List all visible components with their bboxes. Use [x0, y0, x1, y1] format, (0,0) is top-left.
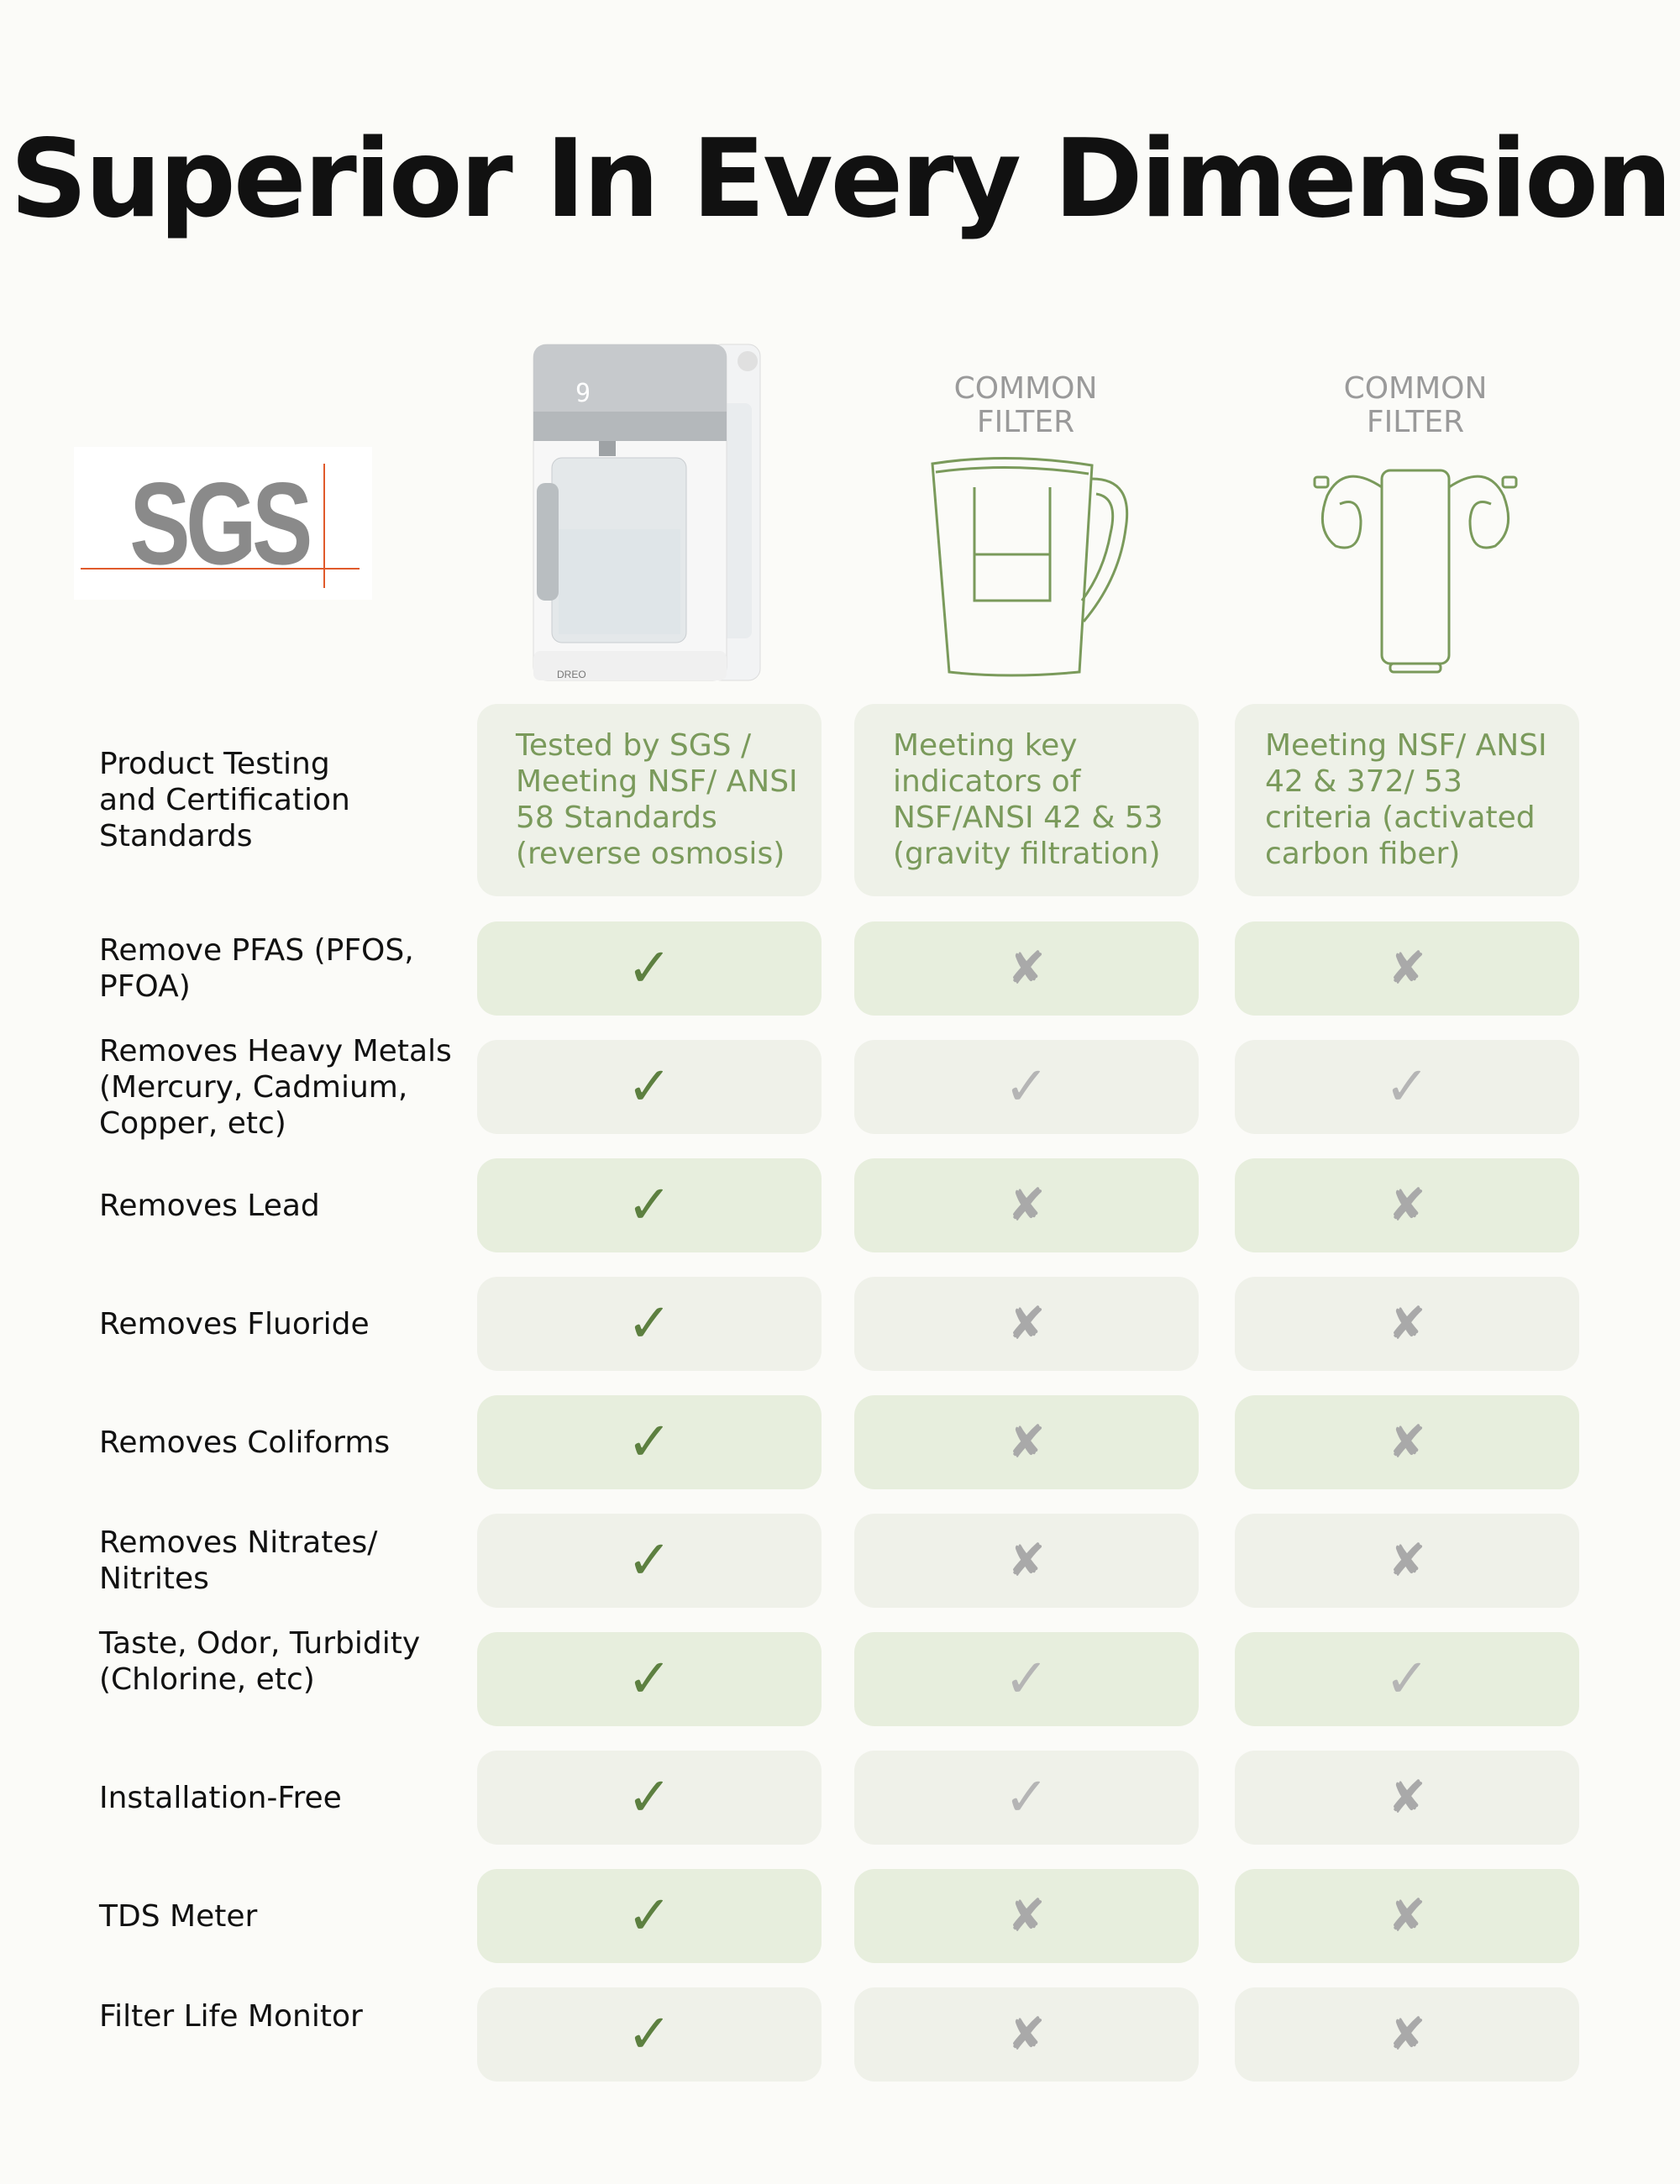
comparison-cell: [1235, 1869, 1579, 1963]
comparison-cell: [477, 1751, 822, 1845]
comparison-cell: [854, 1395, 1199, 1489]
comparison-cell: [477, 1987, 822, 2082]
row-label: Removes Lead: [99, 1188, 320, 1223]
row-label: Taste, Odor, Turbidity (Chlorine, etc): [99, 1625, 421, 1697]
check-light-icon: ✓: [1004, 1648, 1049, 1710]
comparison-cell: [1235, 1751, 1579, 1845]
comparison-cell: [477, 1869, 822, 1963]
row-label: Removes Heavy Metals (Mercury, Cadmium, Copper, etc): [99, 1033, 452, 1141]
cross-icon: ✘: [1007, 1297, 1046, 1350]
comparison-cell: [1235, 1277, 1579, 1371]
display-digit: 9: [575, 379, 591, 408]
svg-text:SGS: SGS: [129, 459, 308, 590]
cross-icon: ✘: [1388, 2008, 1426, 2061]
check-light-icon: ✓: [1384, 1648, 1430, 1710]
comparison-cell: [477, 1514, 822, 1608]
column-header-undersink: [1243, 372, 1588, 439]
check-icon: ✓: [627, 1648, 672, 1710]
comparison-cell: [854, 1158, 1199, 1252]
row-label: Remove PFAS (PFOS, PFOA): [99, 933, 414, 1004]
check-icon: ✓: [627, 1767, 672, 1829]
column-header-pitcher: [853, 372, 1198, 439]
cross-icon: ✘: [1388, 942, 1426, 995]
column-header-line2: FILTER: [1366, 405, 1465, 439]
pitcher-filter-icon: [924, 454, 1134, 680]
cross-icon: ✘: [1007, 942, 1046, 995]
cross-icon: ✘: [1007, 1415, 1046, 1468]
cross-icon: ✘: [1388, 1179, 1426, 1231]
row-label: Filter Life Monitor: [99, 1999, 363, 2034]
cross-icon: ✘: [1388, 1534, 1426, 1587]
cross-icon: ✘: [1007, 1179, 1046, 1231]
check-icon: ✓: [627, 1885, 672, 1947]
row-label: Removes Fluoride: [99, 1306, 370, 1341]
comparison-cell: [1235, 1514, 1579, 1608]
row-label: Installation-Free: [99, 1780, 342, 1815]
svg-text:DREO: DREO: [557, 669, 586, 680]
column-header-line2: FILTER: [976, 405, 1075, 439]
cross-icon: ✘: [1007, 1534, 1046, 1587]
check-light-icon: ✓: [1004, 1056, 1049, 1118]
comparison-cell: [854, 1632, 1199, 1726]
comparison-cell: [854, 1869, 1199, 1963]
cert-cell-dreo: Tested by SGS / Meeting NSF/ ANSI 58 Standards (reverse osmosis): [477, 704, 822, 896]
cert-cell-undersink: Meeting NSF/ ANSI 42 & 372/ 53 criteria (activated carbon fiber): [1235, 704, 1579, 896]
check-light-icon: ✓: [1004, 1767, 1049, 1829]
comparison-cell: [854, 1514, 1199, 1608]
comparison-cell: [477, 1040, 822, 1134]
comparison-cell: [1235, 921, 1579, 1016]
comparison-cell: [477, 921, 822, 1016]
comparison-cell: [477, 1395, 822, 1489]
row-label: Removes Coliforms: [99, 1425, 391, 1460]
cross-icon: ✘: [1007, 2008, 1046, 2061]
row-label: Removes Nitrates/ Nitrites: [99, 1525, 378, 1596]
check-icon: ✓: [627, 1411, 672, 1473]
comparison-cell: [854, 1987, 1199, 2082]
cross-icon: ✘: [1388, 1771, 1426, 1824]
check-light-icon: ✓: [1384, 1056, 1430, 1118]
comparison-cell: [1235, 1987, 1579, 2082]
comparison-cell: [1235, 1040, 1579, 1134]
comparison-cell: [1235, 1632, 1579, 1726]
sgs-logo: [74, 447, 372, 600]
cross-icon: ✘: [1388, 1297, 1426, 1350]
check-icon: ✓: [627, 1056, 672, 1118]
under-sink-filter-icon: [1310, 462, 1520, 680]
check-icon: ✓: [627, 937, 672, 1000]
comparison-cell: [854, 1277, 1199, 1371]
check-icon: ✓: [627, 1293, 672, 1355]
row-label: TDS Meter: [99, 1898, 258, 1934]
comparison-cell: [854, 921, 1199, 1016]
comparison-cell: [1235, 1158, 1579, 1252]
column-header-line1: COMMON: [953, 371, 1098, 406]
cert-cell-pitcher: Meeting key indicators of NSF/ANSI 42 & 53 (gravity filtration): [854, 704, 1199, 896]
check-icon: ✓: [627, 1530, 672, 1592]
product-image: [525, 336, 777, 689]
page-title: Superior In Every Dimension: [9, 117, 1671, 242]
check-icon: ✓: [627, 2003, 672, 2066]
row-label-certification: Product Testing and Certification Standards: [99, 747, 350, 853]
comparison-cell: [477, 1158, 822, 1252]
cross-icon: ✘: [1007, 1889, 1046, 1942]
cross-icon: ✘: [1388, 1889, 1426, 1942]
comparison-cell: [477, 1277, 822, 1371]
column-header-line1: COMMON: [1343, 371, 1488, 406]
cross-icon: ✘: [1388, 1415, 1426, 1468]
check-icon: ✓: [627, 1174, 672, 1236]
comparison-cell: [477, 1632, 822, 1726]
comparison-cell: [854, 1751, 1199, 1845]
comparison-cell: [854, 1040, 1199, 1134]
comparison-cell: [1235, 1395, 1579, 1489]
